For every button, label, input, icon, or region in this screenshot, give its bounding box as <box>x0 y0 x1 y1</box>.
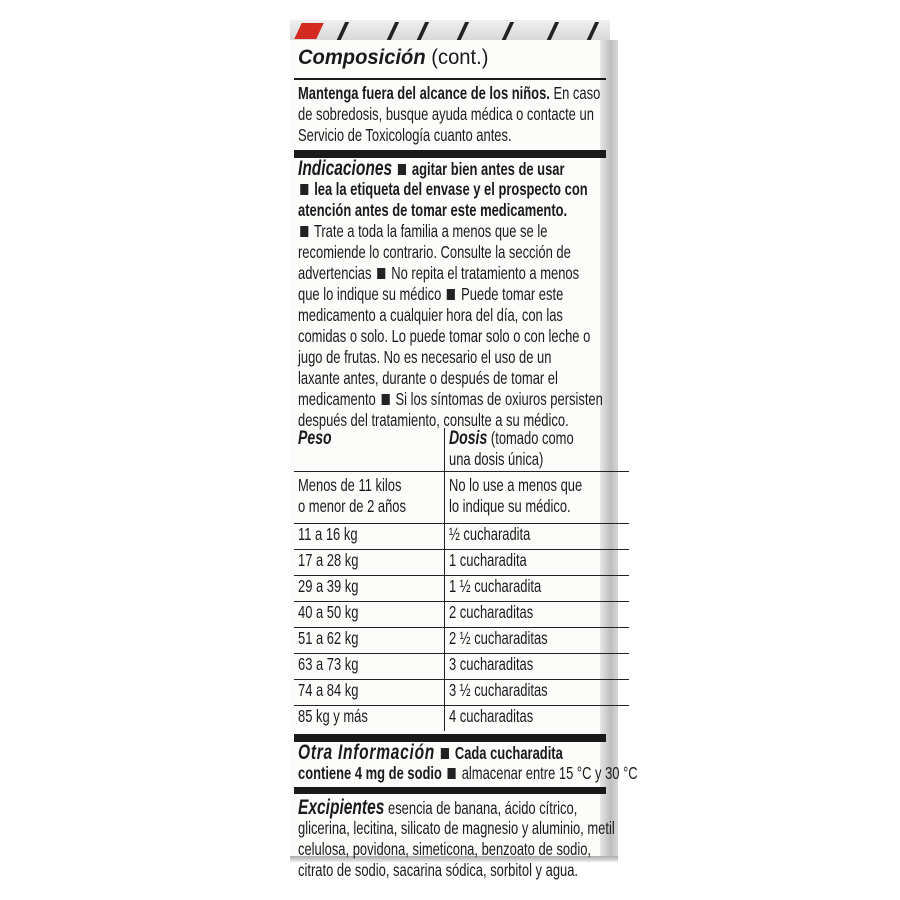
dosis-cell: lo indique su médico. <box>448 496 571 516</box>
excipientes-text: citrato de sodio, sacarina sódica, sorbitol y agua. <box>298 860 579 880</box>
otra-text: almacenar entre 15 °C y 30 °C <box>461 763 638 783</box>
peso-cell: 17 a 28 kg <box>298 550 359 570</box>
bullet-square-icon <box>382 394 390 405</box>
peso-cell: o menor de 2 años <box>298 496 406 516</box>
table-header-row <box>294 428 629 472</box>
dosis-cell: 2 cucharaditas <box>448 602 534 622</box>
otra-text: Cada cucharadita <box>454 743 563 763</box>
indicaciones-text: atención antes de tomar este medicamento. <box>298 200 568 220</box>
dosis-cell: 3 cucharaditas <box>448 654 534 674</box>
peso-cell: 51 a 62 kg <box>298 628 359 648</box>
table-row <box>294 524 629 550</box>
peso-cell: 85 kg y más <box>298 706 368 726</box>
indicaciones-text: que lo indique su médico <box>298 284 442 304</box>
warning-text: En caso <box>549 83 601 103</box>
peso-cell: 63 a 73 kg <box>298 654 359 674</box>
excipientes-section <box>298 797 726 881</box>
col-dosis-note: (tomado como <box>490 428 574 448</box>
indicaciones-text: Trate a toda la familia a menos que se le <box>313 221 548 241</box>
table-row <box>294 602 629 628</box>
bullet-square-icon <box>398 164 406 175</box>
table-row <box>294 576 629 602</box>
dosis-cell: 1 ½ cucharadita <box>448 576 542 596</box>
peso-cell: 11 a 16 kg <box>298 524 358 544</box>
table-row <box>294 472 629 524</box>
otra-informacion-title: Otra Información <box>298 741 436 764</box>
indicaciones-text: medicamento a cualquier hora del día, con las <box>298 305 563 325</box>
bullet-square-icon <box>300 226 308 237</box>
indicaciones-text: recomiende lo contrario. Consulte la sección de <box>298 242 571 262</box>
excipientes-text: esencia de banana, ácido cítrico, <box>387 798 578 818</box>
peso-cell: 40 a 50 kg <box>298 602 359 622</box>
indicaciones-text: Si los síntomas de oxiuros persisten <box>395 389 603 409</box>
table-row <box>294 628 629 654</box>
bullet-square-icon <box>441 748 449 759</box>
indicaciones-text: advertencias <box>298 263 372 283</box>
bullet-square-icon <box>447 289 455 300</box>
dosage-table <box>294 428 629 731</box>
composicion-suffix: (cont.) <box>431 46 489 69</box>
excipientes-text: glicerina, lecitina, silicato de magnesio y aluminio, metil <box>298 818 615 838</box>
peso-cell: Menos de 11 kilos <box>298 475 402 495</box>
bullet-square-icon <box>448 768 456 779</box>
dosis-cell: 1 cucharadita <box>448 550 527 570</box>
thick-divider <box>294 787 606 794</box>
warning-bold: Mantenga fuera del alcance de los niños. <box>298 83 550 103</box>
indicaciones-text: lea la etiqueta del envase y el prospecto con <box>314 179 588 199</box>
peso-cell: 29 a 39 kg <box>298 576 359 596</box>
col-dosis-header: Dosis <box>448 428 488 449</box>
indicaciones-text: Puede tomar este <box>461 284 564 304</box>
bullet-square-icon <box>377 268 385 279</box>
otra-text: contiene 4 mg de sodio <box>298 763 442 783</box>
composicion-heading <box>298 46 488 70</box>
divider <box>294 78 606 80</box>
indicaciones-text: después del tratamiento, consulte a su médico. <box>298 410 569 430</box>
warning-text: de sobredosis, busque ayuda médica o contacte un <box>298 104 594 124</box>
composicion-title: Composición <box>298 46 426 69</box>
col-peso-header: Peso <box>298 428 332 449</box>
otra-informacion-section <box>298 742 757 784</box>
table-row <box>294 680 629 706</box>
dosis-cell: 4 cucharaditas <box>448 706 534 726</box>
indicaciones-text: agitar bien antes de usar <box>411 159 565 179</box>
table-row <box>294 706 629 732</box>
table-row <box>294 654 629 680</box>
indicaciones-title: Indicaciones <box>298 157 393 180</box>
bullet-square-icon <box>300 184 308 195</box>
dosis-cell: ½ cucharadita <box>448 524 531 544</box>
indicaciones-section <box>298 158 710 431</box>
indicaciones-text: jugo de frutas. No es necesario el uso de un <box>298 347 552 367</box>
brand-mark <box>294 23 323 39</box>
dosis-cell: 3 ½ cucharaditas <box>448 680 548 700</box>
table-row <box>294 550 629 576</box>
indicaciones-text: medicamento <box>298 389 376 409</box>
dosis-cell: 2 ½ cucharaditas <box>448 628 548 648</box>
indicaciones-text: comidas o solo. Lo puede tomar solo o con leche o <box>298 326 591 346</box>
box-top-strip <box>290 20 610 42</box>
indicaciones-text: laxante antes, durante o después de tomar el <box>298 368 558 388</box>
dosis-cell: No lo use a menos que <box>448 475 583 495</box>
indicaciones-text: No repita el tratamiento a menos <box>391 263 580 283</box>
excipientes-text: celulosa, povidona, simeticona, benzoato de sodio, <box>298 839 592 859</box>
excipientes-title: Excipientes <box>298 796 385 819</box>
col-dosis-note: una dosis única) <box>448 449 544 469</box>
warning-text: Servicio de Toxicología cuanto antes. <box>298 125 512 145</box>
composicion-text <box>298 83 706 146</box>
peso-cell: 74 a 84 kg <box>298 680 359 700</box>
